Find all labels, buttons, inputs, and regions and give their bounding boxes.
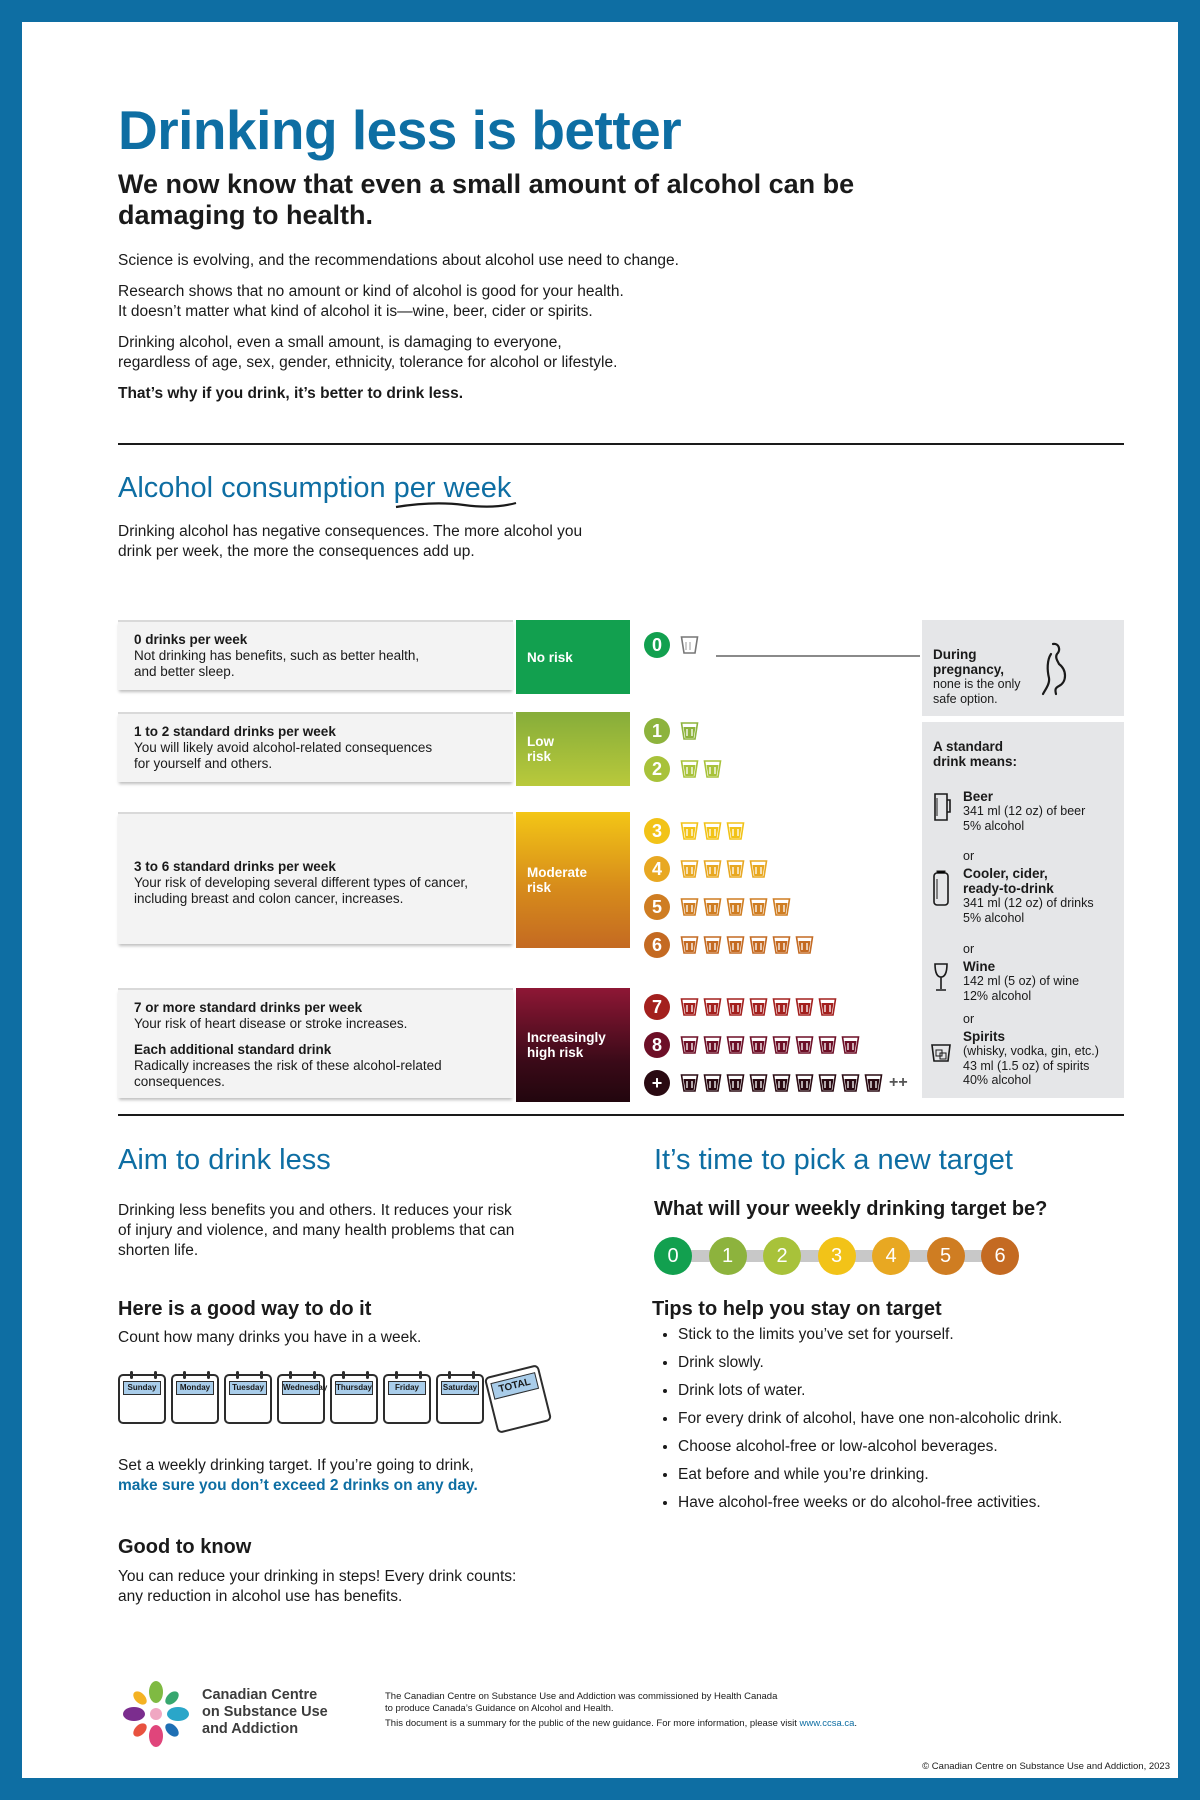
drink-detail: 341 ml (12 oz) of drinks — [963, 896, 1094, 910]
glass-icon — [772, 1073, 791, 1093]
risk-row-title: Each additional standard drink — [134, 1042, 332, 1057]
tips-heading: Tips to help you stay on target — [652, 1298, 942, 1320]
glass-icon — [680, 859, 699, 879]
drink-detail: (whisky, vodka, gin, etc.) — [963, 1044, 1099, 1058]
risk-row-body: Radically increases the risk of these alcohol-related — [134, 1058, 442, 1073]
calendar-day-label: Thursday — [335, 1381, 373, 1395]
risk-row-body: Your risk of developing several different types of cancer, — [134, 875, 468, 890]
drink-detail: 40% alcohol — [963, 1073, 1032, 1087]
drink-count-badge: 1 — [644, 718, 670, 744]
glass-icon — [703, 859, 722, 879]
calendar-day — [383, 1374, 431, 1424]
glass-icon — [795, 997, 814, 1017]
risk-row-low — [118, 712, 513, 782]
total-card — [484, 1364, 552, 1434]
glass-icon — [795, 935, 814, 955]
copyright: © Canadian Centre on Substance Use and Addiction, 2023 — [922, 1761, 1170, 1772]
more-drinks-indicator: ++ — [889, 1074, 908, 1091]
drink-name: Beer — [963, 789, 994, 804]
org-name: Canadian Centre on Substance Use and Addiction — [202, 1687, 328, 1737]
drink-count-badge: 8 — [644, 1032, 670, 1058]
intro-paragraph: Science is evolving, and the recommendations about alcohol use need to change. — [118, 252, 679, 269]
glass-icon — [749, 1073, 768, 1093]
calendar-day-label: Sunday — [123, 1381, 161, 1395]
risk-row-body: consequences. — [134, 1074, 225, 1089]
poster — [22, 22, 1178, 1778]
calendar-day — [171, 1374, 219, 1424]
calendar-day-label: Friday — [388, 1381, 426, 1395]
glass-icon — [680, 1073, 699, 1093]
footer-note: The Canadian Centre on Substance Use and Addiction was commissioned by Health Canada to produce Canada’s Guidance on Alcohol and Health. This document is a summary for the public of the new guidance. For more information, please visit www.ccsa.ca. — [385, 1691, 858, 1729]
glass-icon — [703, 1035, 722, 1055]
standard-drink-heading: drink means: — [933, 754, 1018, 769]
calendar-ring — [472, 1371, 475, 1379]
calendar-ring — [183, 1371, 186, 1379]
glass-icon — [680, 721, 699, 741]
glass-icon — [726, 1035, 745, 1055]
ccsa-link[interactable]: www.ccsa.ca — [799, 1718, 855, 1729]
risk-row-body: and better sleep. — [134, 664, 235, 679]
glass-icon — [772, 997, 791, 1017]
intro-conclusion: That’s why if you drink, it’s better to drink less. — [118, 385, 464, 402]
risk-row-body: including breast and colon cancer, increases. — [134, 891, 404, 906]
risk-row-title: 7 or more standard drinks per week — [134, 1000, 363, 1015]
glass-icon — [818, 1073, 837, 1093]
pregnancy-text: pregnancy, — [933, 662, 1005, 677]
glass-icon — [749, 935, 768, 955]
calendar-ring — [154, 1371, 157, 1379]
calendar-ring — [342, 1371, 345, 1379]
how-body: Count how many drinks you have in a week. — [118, 1329, 422, 1346]
intro-paragraph: regardless of age, sex, gender, ethnicity, tolerance for alcohol or lifestyle. — [118, 354, 618, 371]
drink-count-badge: 0 — [644, 632, 670, 658]
target-option[interactable]: 5 — [927, 1237, 965, 1275]
calendar-ring — [313, 1371, 316, 1379]
calendar-ring — [207, 1371, 210, 1379]
glass-icon — [772, 1035, 791, 1055]
good-to-know-heading: Good to know — [118, 1536, 252, 1558]
intro-paragraph: It doesn’t matter what kind of alcohol it is—wine, beer, cider or spirits. — [118, 303, 593, 320]
drink-count-badge: 5 — [644, 894, 670, 920]
aim-heading: Aim to drink less — [118, 1144, 331, 1176]
pregnant-person-icon — [1037, 640, 1071, 696]
calendar-day-label: Wednesday — [282, 1381, 320, 1395]
glass-icon — [703, 935, 722, 955]
target-question: What will your weekly drinking target be? — [654, 1198, 1048, 1220]
pregnancy-text: safe option. — [933, 691, 998, 706]
intro-paragraph: Research shows that no amount or kind of alcohol is good for your health. — [118, 283, 624, 300]
risk-label-none: No risk — [516, 620, 630, 694]
target-heading: It’s time to pick a new target — [654, 1144, 1013, 1176]
glass-icon — [749, 997, 768, 1017]
drink-detail: 341 ml (12 oz) of beer — [963, 804, 1086, 818]
pregnancy-text: none is the only — [933, 677, 1021, 691]
can-icon — [932, 869, 950, 907]
glass-icon — [703, 821, 722, 841]
calendar-day — [118, 1374, 166, 1424]
drink-glasses — [680, 997, 837, 1017]
drink-glasses — [680, 635, 699, 655]
underline-swoosh — [394, 500, 518, 510]
or-separator: or — [963, 942, 975, 956]
drink-name: Spirits — [963, 1029, 1006, 1044]
glass-icon — [703, 897, 722, 917]
calendar-ring — [289, 1371, 292, 1379]
pregnancy-text: During — [933, 647, 977, 662]
calendar-day — [277, 1374, 328, 1424]
section-divider — [118, 1114, 1124, 1116]
page-title: Drinking less is better — [118, 99, 682, 161]
drink-name: Wine — [963, 959, 996, 974]
glass-icon — [818, 1035, 837, 1055]
glass-icon — [772, 935, 791, 955]
glass-icon — [772, 897, 791, 917]
ccsa-logo — [118, 1678, 194, 1752]
section-divider — [118, 443, 1124, 445]
calendar-day-label: Monday — [176, 1381, 214, 1395]
calendar-day — [224, 1374, 272, 1424]
risk-row-body: Your risk of heart disease or stroke increases. — [134, 1016, 408, 1031]
drink-count-badge: + — [644, 1070, 670, 1096]
tip-item: • Eat before and while you’re drinking. — [678, 1465, 1062, 1485]
consumption-heading-text: Alcohol consumption — [118, 472, 394, 504]
risk-row-title: 1 to 2 standard drinks per week — [134, 724, 336, 739]
drink-detail: 12% alcohol — [963, 988, 1032, 1003]
risk-label-high: Increasingly high risk — [516, 988, 630, 1102]
risk-label-moderate: Moderate risk — [516, 812, 630, 948]
glass-icon — [749, 1035, 768, 1055]
tip-item: • Choose alcohol-free or low-alcohol beverages. — [678, 1437, 1062, 1457]
drink-detail: 5% alcohol — [963, 818, 1025, 833]
drink-glasses — [680, 859, 768, 879]
glass-icon — [795, 1073, 814, 1093]
glass-icon — [795, 1035, 814, 1055]
risk-row-title: 3 to 6 standard drinks per week — [134, 859, 336, 874]
glass-icon — [726, 997, 745, 1017]
risk-row-body: Not drinking has benefits, such as better health, — [134, 648, 420, 663]
calendar-ring — [260, 1371, 263, 1379]
drink-detail: 5% alcohol — [963, 910, 1025, 925]
glass-icon — [680, 635, 699, 655]
target-option[interactable]: 6 — [981, 1237, 1019, 1275]
glass-icon — [726, 859, 745, 879]
tips-list — [654, 1325, 1062, 1521]
calendar-day-label: Saturday — [441, 1381, 479, 1395]
target-option[interactable]: 4 — [872, 1237, 910, 1275]
calendar-ring — [448, 1371, 451, 1379]
calendar-day — [436, 1374, 484, 1424]
tip-item: • Drink lots of water. — [678, 1381, 1062, 1401]
glass-icon — [680, 935, 699, 955]
standard-drink-heading: A standard — [933, 739, 1004, 754]
drink-glasses — [680, 1035, 860, 1055]
glass-icon — [749, 859, 768, 879]
risk-row-body: You will likely avoid alcohol-related consequences — [134, 740, 433, 755]
intro-paragraph: Drinking alcohol, even a small amount, is damaging to everyone, — [118, 334, 562, 351]
drink-glasses — [680, 759, 722, 779]
calendar-ring — [236, 1371, 239, 1379]
standard-drink-box — [922, 722, 1124, 1098]
glass-icon — [726, 897, 745, 917]
target-option[interactable]: 0 — [654, 1237, 692, 1275]
drink-glasses — [680, 821, 745, 841]
tip-item: • Have alcohol-free weeks or do alcohol-free activities. — [678, 1493, 1062, 1513]
calendar-ring — [130, 1371, 133, 1379]
glass-icon — [818, 997, 837, 1017]
consumption-heading-emphasis: per week — [394, 472, 512, 504]
risk-label-low: Low risk — [516, 712, 630, 786]
consumption-intro: Drinking alcohol has negative consequences. The more alcohol you drink per week, the more the consequences add up. — [118, 523, 583, 560]
risk-row-none — [118, 620, 513, 690]
good-to-know-body: You can reduce your drinking in steps! Every drink counts: any reduction in alcohol use has benefits. — [118, 1568, 517, 1605]
pregnancy-connector — [716, 655, 920, 657]
consumption-heading — [118, 472, 511, 505]
or-separator: or — [963, 1012, 975, 1026]
drink-glasses — [680, 935, 814, 955]
drink-detail: 142 ml (5 oz) of wine — [963, 974, 1080, 988]
drink-count-badge: 4 — [644, 856, 670, 882]
glass-icon — [864, 1073, 883, 1093]
drink-glasses — [680, 721, 699, 741]
tip-item: • Drink slowly. — [678, 1353, 1062, 1373]
weekly-calendar — [118, 1364, 558, 1444]
total-label: TOTAL — [490, 1372, 539, 1400]
risk-row-title: 0 drinks per week — [134, 632, 248, 647]
glass-icon — [726, 1073, 745, 1093]
calendar-day-label: Tuesday — [229, 1381, 267, 1395]
glass-icon — [680, 1035, 699, 1055]
target-advice: Set a weekly drinking target. If you’re going to drink, make sure you don’t exceed 2 drinks on any day. — [118, 1457, 478, 1494]
tip-item: • For every drink of alcohol, have one non-alcoholic drink. — [678, 1409, 1062, 1429]
target-option[interactable]: 2 — [763, 1237, 801, 1275]
risk-row-moderate — [118, 812, 513, 944]
glass-icon — [703, 1073, 722, 1093]
glass-icon — [841, 1073, 860, 1093]
drink-count-badge: 2 — [644, 756, 670, 782]
target-option[interactable]: 1 — [709, 1237, 747, 1275]
drink-name: ready-to-drink — [963, 881, 1054, 896]
calendar-day — [330, 1374, 378, 1424]
glass-icon — [726, 935, 745, 955]
glass-icon — [680, 759, 699, 779]
drink-count-badge: 7 — [644, 994, 670, 1020]
pregnancy-box — [922, 620, 1124, 716]
glass-icon — [680, 821, 699, 841]
target-option[interactable]: 3 — [818, 1237, 856, 1275]
glass-icon — [703, 997, 722, 1017]
drink-detail: 43 ml (1.5 oz) of spirits — [963, 1058, 1090, 1073]
how-heading: Here is a good way to do it — [118, 1298, 372, 1320]
glass-icon — [680, 897, 699, 917]
risk-row-body: for yourself and others. — [134, 756, 273, 771]
drink-count-badge: 3 — [644, 818, 670, 844]
beer-glass-icon — [932, 790, 952, 824]
drink-count-badge: 6 — [644, 932, 670, 958]
spirits-glass-icon — [930, 1042, 952, 1064]
drink-glasses — [680, 897, 791, 917]
risk-row-high — [118, 988, 513, 1098]
wine-glass-icon — [932, 962, 950, 994]
drink-glasses — [680, 1073, 908, 1093]
glass-icon — [680, 997, 699, 1017]
calendar-ring — [395, 1371, 398, 1379]
or-separator: or — [963, 849, 975, 863]
glass-icon — [726, 821, 745, 841]
page-subtitle: We now know that even a small amount of alcohol can be damaging to health. — [118, 169, 855, 230]
drink-name: Cooler, cider, — [963, 866, 1048, 881]
aim-paragraph: Drinking less benefits you and others. It reduces your risk of injury and violence, and many health problems that can shorten life. — [118, 1202, 515, 1259]
target-selector — [654, 1236, 1016, 1278]
calendar-ring — [419, 1371, 422, 1379]
glass-icon — [703, 759, 722, 779]
tip-item: • Stick to the limits you’ve set for yourself. — [678, 1325, 1062, 1345]
glass-icon — [841, 1035, 860, 1055]
glass-icon — [749, 897, 768, 917]
calendar-ring — [366, 1371, 369, 1379]
